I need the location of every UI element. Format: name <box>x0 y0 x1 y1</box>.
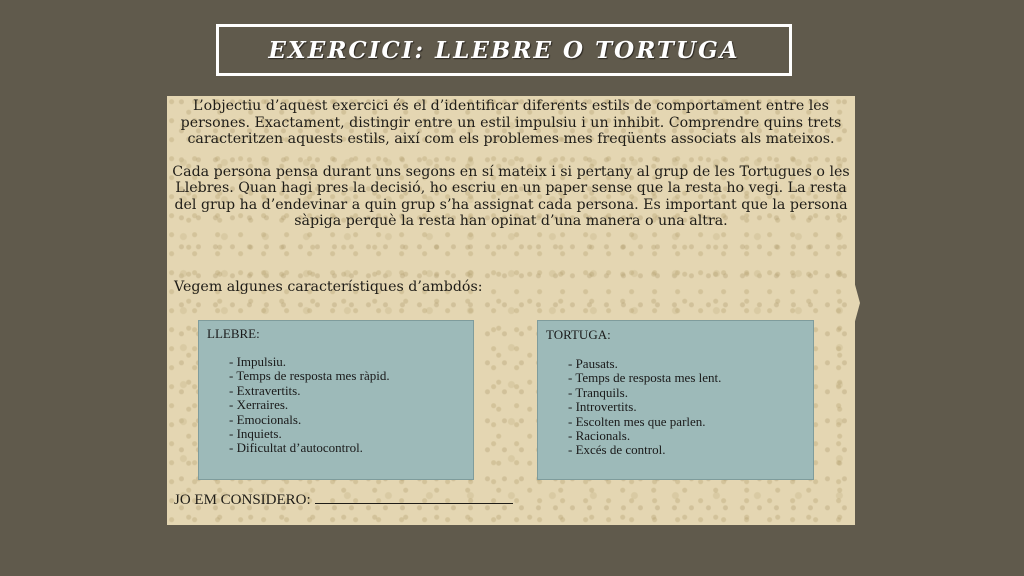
list-item: - Excés de control. <box>568 442 666 458</box>
self-assessment-line <box>174 491 513 509</box>
characteristics-lead: Vegem algunes característiques d’ambdós: <box>174 279 483 295</box>
list-item: - Extravertits. <box>229 382 301 398</box>
list-item: - Temps de resposta mes ràpid. <box>229 368 390 384</box>
list-item: - Impulsiu. <box>229 354 287 369</box>
page-title: EXERCICI: LLEBRE O TORTUGA <box>268 36 740 64</box>
title-box <box>216 24 792 76</box>
tortuga-card <box>537 320 814 480</box>
list-item: - Temps de resposta mes lent. <box>568 370 722 386</box>
list-item: - Racionals. <box>568 428 631 444</box>
tortuga-heading: TORTUGA: <box>546 327 611 342</box>
list-item: - Dificultat d’autocontrol. <box>229 440 363 456</box>
llebre-heading: LLEBRE: <box>207 326 260 341</box>
llebre-list <box>229 355 390 456</box>
intro-text <box>171 98 851 230</box>
list-item: - Xerraires. <box>229 397 289 413</box>
intro-paragraph-2: Cada persona pensa durant uns segons en sí mateix i si pertany al grup de les Tortugues o les Llebres. Quan hagi pres la decisió, ho escriu en un paper sense que la resta ho vegi. La resta del grup ha d’endevinar a quin grup s’ha assignat cada persona. Es important que la persona sàpiga perquè la resta han opinat d’una manera o una altra. <box>172 163 850 229</box>
list-item: - Tranquils. <box>568 384 628 400</box>
self-assessment-label: JO EM CONSIDERO: <box>174 492 311 508</box>
intro-paragraph-1: L’objectiu d’aquest exercici és el d’identificar diferents estils de comportament entre les persones. Exactament, distingir entre un estil impulsiu i un inhibit. Comprendre quins trets caracteritzen aquests estils, així com els problemes mes freqüents associats als mateixos. <box>180 98 842 147</box>
list-item: - Escolten mes que parlen. <box>568 413 706 429</box>
list-item: - Pausats. <box>568 356 618 371</box>
list-item: - Introvertits. <box>568 399 637 415</box>
list-item: - Inquiets. <box>229 426 282 442</box>
list-item: - Emocionals. <box>229 411 302 427</box>
parchment-panel <box>167 96 855 525</box>
tortuga-list <box>568 357 721 458</box>
llebre-card <box>198 320 474 480</box>
answer-blank[interactable] <box>315 491 513 504</box>
